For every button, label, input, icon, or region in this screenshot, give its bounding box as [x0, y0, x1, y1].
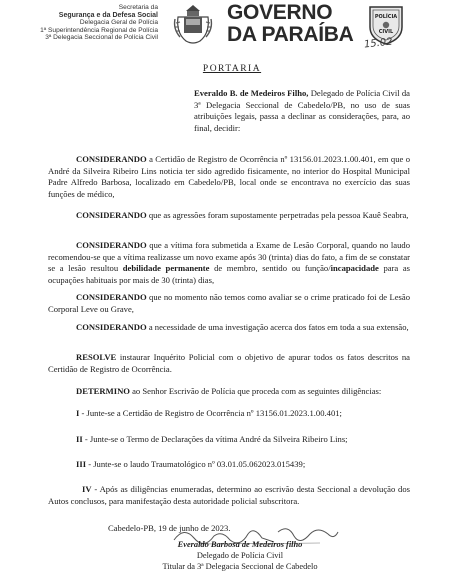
paragraph-resolve	[48, 352, 410, 375]
p6-text: instaurar Inquérito Policial com o objetivo de apurar todos os fatos descritos na Certidão de Registro de Ocorrência.	[48, 352, 410, 374]
header-line-4: 1ª Superintendência Regional de Polícia	[40, 26, 158, 34]
item-4-text: - Após as diligências enumeradas, determino ao escrivão desta Seccional a devolução dos Autos conclusos, para manifestação desta autoridade policial subscritora.	[48, 484, 410, 506]
item-3-number: III	[76, 459, 87, 469]
paragraph-considerando-4	[48, 292, 410, 315]
paragraph-determino	[48, 386, 410, 398]
p4-text: que no momento não temos como avaliar se o crime praticado foi de Lesão Corporal Leve ou Grave,	[48, 292, 410, 314]
p3-text-a: que a vítima fora submetida a Exame de Lesão Corporal, quando no laudo recomendou-se que a vítima realizasse um novo exame após 30 (trinta) dias do fato, a fim de se constatar se a lesão resultou	[48, 240, 410, 274]
paragraph-considerando-2	[48, 210, 410, 222]
paragraph-considerando-5	[48, 322, 410, 334]
item-4-number: IV	[82, 484, 92, 494]
p1-text: a Certidão de Registro de Ocorrência nº 13156.01.2023.1.00.401, em que o André da Silveira Ribeiro Lins noticia ter sido agredido fisicamente, no interior do Hospital Municipal Padre Alfredo Barbosa, localizado em Cabedelo/PB, local onde se encontrava no exercício das suas funções de médico,	[48, 154, 410, 199]
paragraph-considerando-1	[48, 154, 410, 200]
p3-text-c: para as ocupações habituais por mais de 30 (trinta) dias,	[48, 263, 411, 285]
p7-lead: DETERMINO	[76, 386, 130, 396]
header-line-1: Secretaria da	[118, 4, 158, 11]
diligence-item-2	[76, 434, 410, 446]
handwritten-page-note: 15.02	[363, 36, 394, 51]
header-line-3: Delegacia Geral de Polícia	[79, 19, 158, 27]
signature-block	[140, 539, 340, 572]
diligence-item-3	[76, 459, 410, 471]
header-line-5: 3ª Delegacia Seccional de Polícia Civil	[45, 34, 158, 42]
p1-lead: CONSIDERANDO	[76, 154, 147, 164]
document-date: Cabedelo-PB, 19 de junho de 2023.	[108, 523, 231, 533]
p2-text: que as agressões foram supostamente perpetradas pela pessoa Kauê Seabra,	[146, 210, 409, 220]
p3-bold-2: incapacidade	[330, 263, 379, 274]
item-2-number: II	[76, 434, 83, 444]
intro-paragraph	[194, 88, 410, 134]
p3-text-b: de membro, sentido ou função/	[209, 263, 331, 274]
brand-line-2: DA PARAÍBA	[227, 23, 354, 46]
signatory-name: Everaldo Barbosa de Medeiros filho	[177, 540, 303, 549]
item-2-text: - Junte-se o Termo de Declarações da vítima André da Silveira Ribeiro Lins;	[82, 434, 348, 444]
item-3-text: - Junte-se o laudo Traumatológico nº 03.01.05.062023.015439;	[86, 459, 306, 469]
diligence-item-1	[76, 408, 410, 420]
shield-text-top: POLÍCIA	[374, 14, 398, 20]
document-title: PORTARIA	[202, 64, 262, 74]
intro-name: Everaldo B. de Medeiros Filho,	[194, 88, 309, 98]
p5-lead: CONSIDERANDO	[76, 322, 147, 332]
p6-lead: RESOLVE	[76, 352, 117, 362]
p2-lead: CONSIDERANDO	[76, 210, 147, 220]
diligence-item-4	[48, 484, 410, 507]
header-line-2: Segurança e da Defesa Social	[58, 11, 158, 19]
p4-lead: CONSIDERANDO	[76, 292, 147, 302]
item-1-number: I	[76, 408, 80, 418]
intro-text: Delegado de Polícia Civil da 3ª Delegacia Seccional de Cabedelo/PB, no uso de suas atribuições legais, passa a declinar as considerações, para, ao final, decidir:	[194, 88, 410, 133]
paragraph-considerando-3	[48, 240, 410, 286]
coat-of-arms-icon	[172, 3, 214, 45]
p3-lead: CONSIDERANDO	[76, 240, 147, 250]
item-1-text: - Junte-se a Certidão de Registro de Ocorrência nº 13156.01.2023.1.00.401;	[79, 408, 342, 418]
p7-text: ao Senhor Escrivão de Polícia que proceda com as seguintes diligências:	[129, 386, 382, 396]
brand-logo	[227, 2, 354, 46]
shield-text-bottom: CIVIL	[378, 29, 394, 35]
signatory-title: Titular da 3ª Delegacia Seccional de Cabedelo	[162, 562, 318, 571]
header-institution-text	[20, 4, 158, 42]
signatory-role: Delegado de Polícia Civil	[196, 551, 284, 560]
p5-text: a necessidade de uma investigação acerca dos fatos em toda a sua extensão,	[146, 322, 409, 332]
p3-bold: debilidade permanente	[122, 263, 210, 274]
brand-line-1: GOVERNO	[227, 1, 333, 24]
